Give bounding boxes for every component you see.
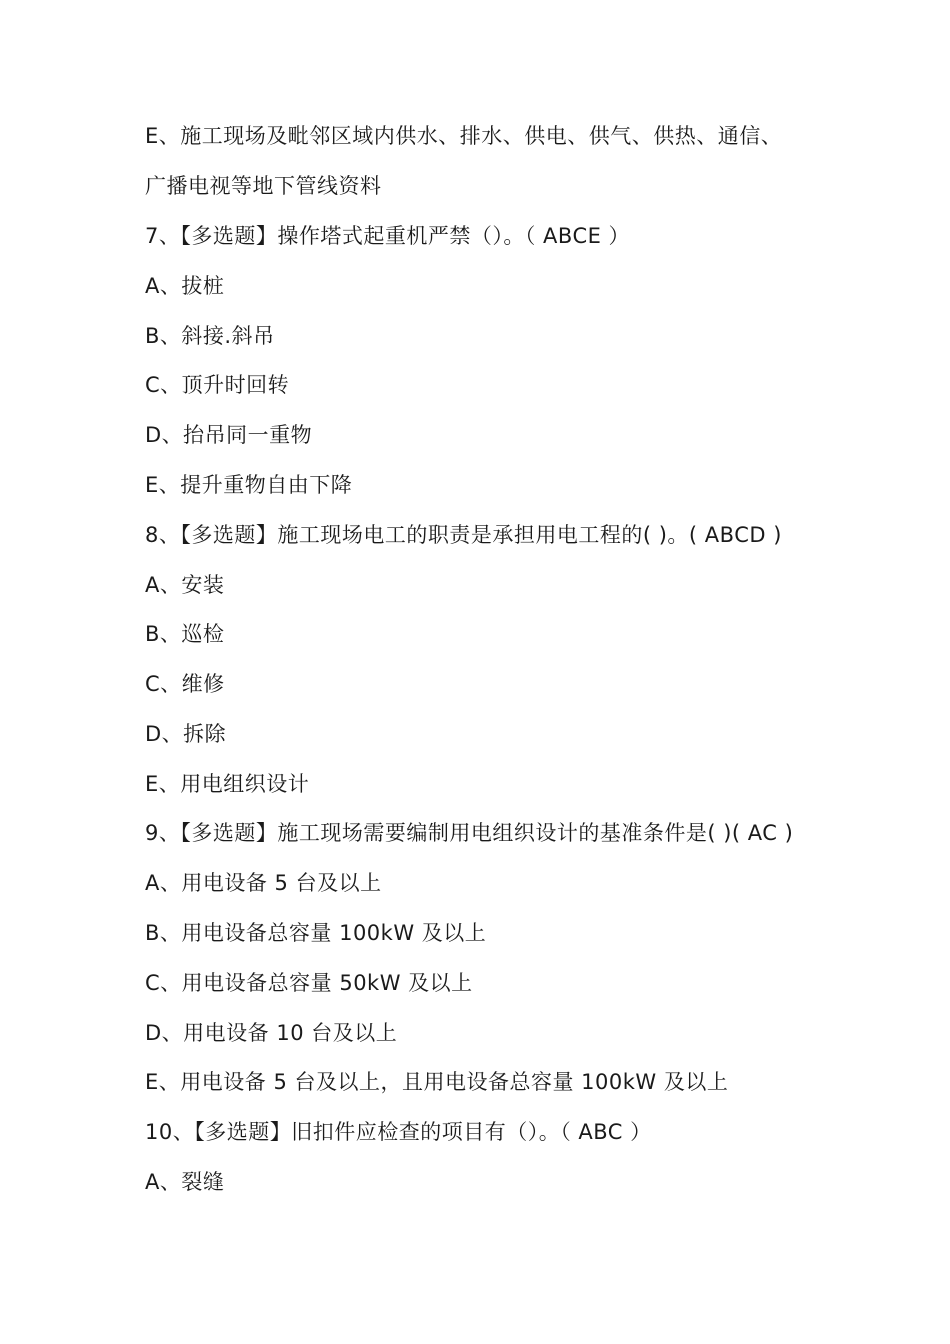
question-9: 9、【多选题】施工现场需要编制用电组织设计的基准条件是( )( AC ) [145, 821, 794, 845]
q8-option-e: E、用电组织设计 [145, 772, 310, 796]
q9-option-a: A、用电设备 5 台及以上 [145, 871, 382, 895]
q7-option-a: A、拔桩 [145, 274, 225, 298]
q10-option-a: A、裂缝 [145, 1170, 225, 1194]
q6-option-e-line2: 广播电视等地下管线资料 [145, 174, 382, 198]
q9-option-d: D、用电设备 10 台及以上 [145, 1021, 398, 1045]
q9-option-c: C、用电设备总容量 50kW 及以上 [145, 971, 473, 995]
q7-option-d: D、抬吊同一重物 [145, 423, 313, 447]
q8-option-c: C、维修 [145, 672, 225, 696]
q8-option-b: B、巡检 [145, 622, 225, 646]
q6-option-e-line1: E、施工现场及毗邻区域内供水、排水、供电、供气、供热、通信、 [145, 124, 783, 148]
q9-option-b: B、用电设备总容量 100kW 及以上 [145, 921, 487, 945]
q7-option-e: E、提升重物自由下降 [145, 473, 353, 497]
q7-option-b: B、斜接.斜吊 [145, 324, 275, 348]
question-7: 7、【多选题】操作塔式起重机严禁（）。（ ABCE ） [145, 224, 631, 248]
q8-option-d: D、拆除 [145, 722, 227, 746]
q7-option-c: C、顶升时回转 [145, 373, 290, 397]
q9-option-e: E、用电设备 5 台及以上，且用电设备总容量 100kW 及以上 [145, 1070, 729, 1094]
question-8: 8、【多选题】施工现场电工的职责是承担用电工程的( )。( ABCD ) [145, 523, 782, 547]
q8-option-a: A、安装 [145, 573, 225, 597]
question-10: 10、【多选题】旧扣件应检查的项目有（）。（ ABC ） [145, 1120, 652, 1144]
